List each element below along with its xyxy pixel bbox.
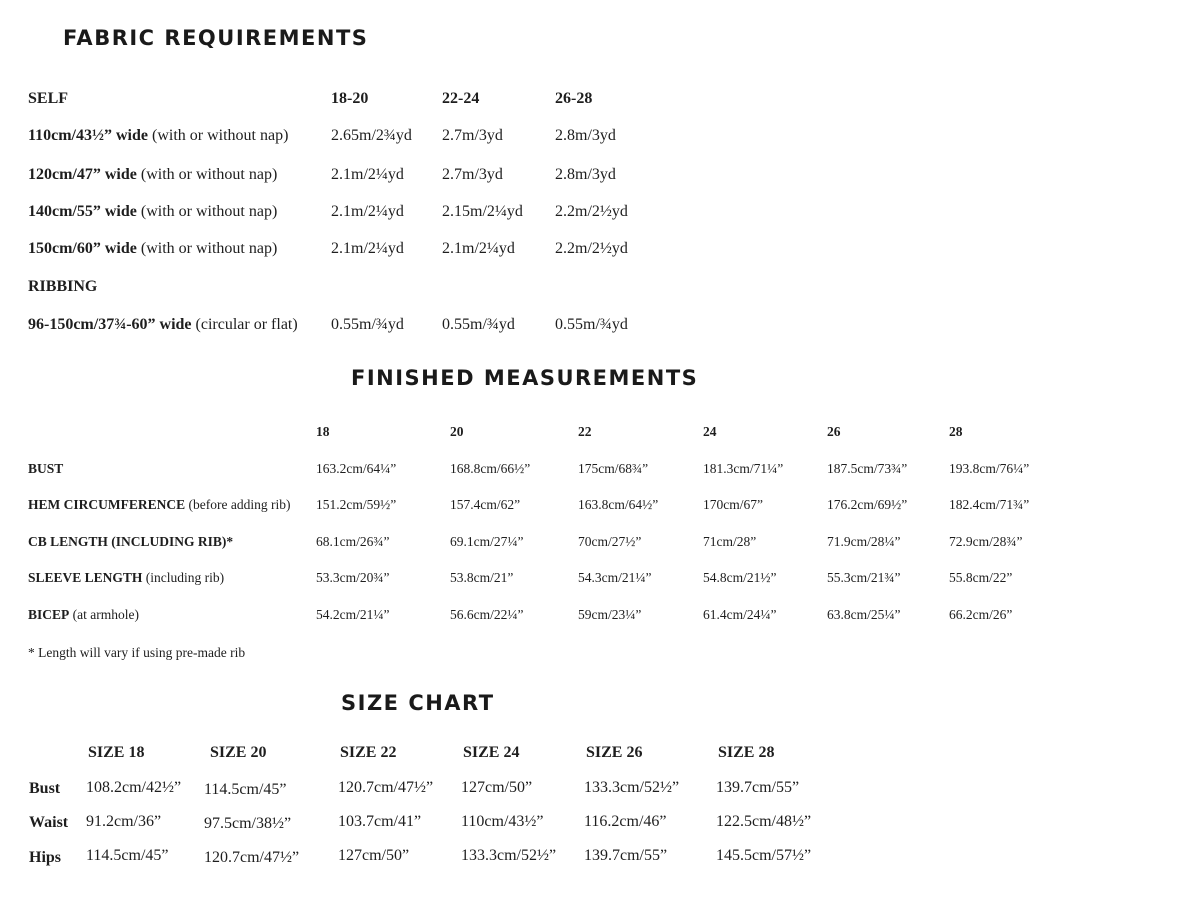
fabric-width-label: 150cm/60” wide (with or without nap) bbox=[28, 240, 278, 257]
ribbing-amount: 0.55m/¾yd bbox=[331, 316, 404, 333]
measurement-label: SLEEVE LENGTH (including rib) bbox=[28, 570, 225, 585]
measurement-value: 187.5cm/73¾” bbox=[827, 461, 908, 476]
size-chart-row-label: Bust bbox=[29, 780, 61, 797]
size-chart-value: 108.2cm/42½” bbox=[86, 779, 182, 796]
ribbing-label: RIBBING bbox=[28, 278, 98, 295]
finished-size-header: 28 bbox=[949, 424, 963, 439]
measurement-value: 54.3cm/21¼” bbox=[578, 570, 652, 585]
size-chart-value: 127cm/50” bbox=[338, 847, 410, 864]
measurement-value: 69.1cm/27¼” bbox=[450, 534, 524, 549]
finished-size-header: 24 bbox=[703, 424, 717, 439]
measurement-value: 170cm/67” bbox=[703, 497, 763, 512]
size-chart-value: 110cm/43½” bbox=[461, 813, 544, 830]
size-chart-value: 120.7cm/47½” bbox=[204, 849, 300, 866]
measurement-value: 163.2cm/64¼” bbox=[316, 461, 397, 476]
fabric-requirements-title: FABRIC REQUIREMENTS bbox=[63, 26, 369, 50]
measurement-value: 157.4cm/62” bbox=[450, 497, 521, 512]
size-chart-value: 120.7cm/47½” bbox=[338, 779, 434, 796]
size-chart-value: 139.7cm/55” bbox=[716, 779, 800, 796]
measurement-label: CB LENGTH (INCLUDING RIB)* bbox=[28, 534, 234, 549]
size-chart-value: 127cm/50” bbox=[461, 779, 533, 796]
size-chart-title: SIZE CHART bbox=[341, 691, 495, 715]
measurement-value: 61.4cm/24¼” bbox=[703, 607, 777, 622]
fabric-amount: 2.7m/3yd bbox=[442, 127, 503, 144]
finished-size-header: 20 bbox=[450, 424, 464, 439]
finished-measurements-title: FINISHED MEASUREMENTS bbox=[351, 366, 699, 390]
measurement-value: 151.2cm/59½” bbox=[316, 497, 397, 512]
measurement-value: 56.6cm/22¼” bbox=[450, 607, 524, 622]
size-chart-header: SIZE 20 bbox=[210, 744, 267, 761]
size-chart-header: SIZE 22 bbox=[340, 744, 397, 761]
fabric-amount: 2.8m/3yd bbox=[555, 127, 616, 144]
size-chart-value: 114.5cm/45” bbox=[204, 781, 287, 798]
size-chart-value: 103.7cm/41” bbox=[338, 813, 422, 830]
measurement-value: 54.8cm/21½” bbox=[703, 570, 777, 585]
size-chart-value: 133.3cm/52½” bbox=[584, 779, 680, 796]
measurement-label: HEM CIRCUMFERENCE (before adding rib) bbox=[28, 497, 291, 512]
measurement-label: BICEP (at armhole) bbox=[28, 607, 139, 622]
measurement-value: 71cm/28” bbox=[703, 534, 757, 549]
measurement-value: 168.8cm/66½” bbox=[450, 461, 531, 476]
fabric-size-header: 18-20 bbox=[331, 90, 369, 107]
size-chart-value: 122.5cm/48½” bbox=[716, 813, 812, 830]
fabric-width-label: 120cm/47” wide (with or without nap) bbox=[28, 166, 278, 183]
self-label: SELF bbox=[28, 90, 69, 107]
fabric-amount: 2.7m/3yd bbox=[442, 166, 503, 183]
measurement-value: 53.8cm/21” bbox=[450, 570, 514, 585]
finished-size-header: 18 bbox=[316, 424, 330, 439]
size-chart-row-label: Waist bbox=[29, 814, 69, 831]
size-chart-value: 91.2cm/36” bbox=[86, 813, 162, 830]
size-chart-value: 133.3cm/52½” bbox=[461, 847, 557, 864]
ribbing-amount: 0.55m/¾yd bbox=[442, 316, 515, 333]
finished-size-header: 22 bbox=[578, 424, 592, 439]
ribbing-width-label: 96-150cm/37¾-60” wide (circular or flat) bbox=[28, 316, 298, 333]
measurement-value: 59cm/23¼” bbox=[578, 607, 642, 622]
fabric-amount: 2.1m/2¼yd bbox=[331, 166, 404, 183]
fabric-size-header: 26-28 bbox=[555, 90, 593, 107]
measurement-value: 68.1cm/26¾” bbox=[316, 534, 390, 549]
ribbing-amount: 0.55m/¾yd bbox=[555, 316, 628, 333]
measurement-value: 175cm/68¾” bbox=[578, 461, 649, 476]
measurement-value: 55.8cm/22” bbox=[949, 570, 1013, 585]
fabric-width-label: 140cm/55” wide (with or without nap) bbox=[28, 203, 278, 220]
size-chart-value: 145.5cm/57½” bbox=[716, 847, 812, 864]
size-chart-value: 116.2cm/46” bbox=[584, 813, 667, 830]
fabric-amount: 2.1m/2¼yd bbox=[331, 203, 404, 220]
measurement-value: 54.2cm/21¼” bbox=[316, 607, 390, 622]
measurement-value: 66.2cm/26” bbox=[949, 607, 1013, 622]
footnote: * Length will vary if using pre-made rib bbox=[28, 645, 246, 660]
measurement-value: 163.8cm/64½” bbox=[578, 497, 659, 512]
fabric-amount: 2.2m/2½yd bbox=[555, 203, 628, 220]
measurement-value: 176.2cm/69½” bbox=[827, 497, 908, 512]
fabric-amount: 2.1m/2¼yd bbox=[331, 240, 404, 257]
size-chart-value: 139.7cm/55” bbox=[584, 847, 668, 864]
finished-size-header: 26 bbox=[827, 424, 841, 439]
measurement-value: 193.8cm/76¼” bbox=[949, 461, 1030, 476]
measurement-value: 70cm/27½” bbox=[578, 534, 642, 549]
size-chart-header: SIZE 26 bbox=[586, 744, 643, 761]
fabric-amount: 2.1m/2¼yd bbox=[442, 240, 515, 257]
measurement-value: 71.9cm/28¼” bbox=[827, 534, 901, 549]
size-chart-value: 97.5cm/38½” bbox=[204, 815, 292, 832]
fabric-width-label: 110cm/43½” wide (with or without nap) bbox=[28, 127, 289, 144]
measurement-value: 72.9cm/28¾” bbox=[949, 534, 1023, 549]
fabric-amount: 2.8m/3yd bbox=[555, 166, 616, 183]
fabric-amount: 2.2m/2½yd bbox=[555, 240, 628, 257]
measurement-value: 182.4cm/71¾” bbox=[949, 497, 1030, 512]
size-chart-header: SIZE 28 bbox=[718, 744, 775, 761]
fabric-amount: 2.15m/2¼yd bbox=[442, 203, 523, 220]
fabric-size-header: 22-24 bbox=[442, 90, 480, 107]
size-chart-header: SIZE 24 bbox=[463, 744, 520, 761]
measurement-value: 63.8cm/25¼” bbox=[827, 607, 901, 622]
fabric-amount: 2.65m/2¾yd bbox=[331, 127, 412, 144]
size-chart-row-label: Hips bbox=[29, 849, 62, 866]
size-chart-header: SIZE 18 bbox=[88, 744, 145, 761]
measurement-label: BUST bbox=[28, 461, 64, 476]
size-chart-value: 114.5cm/45” bbox=[86, 847, 169, 864]
measurement-value: 55.3cm/21¾” bbox=[827, 570, 901, 585]
measurement-value: 53.3cm/20¾” bbox=[316, 570, 390, 585]
measurement-value: 181.3cm/71¼” bbox=[703, 461, 784, 476]
